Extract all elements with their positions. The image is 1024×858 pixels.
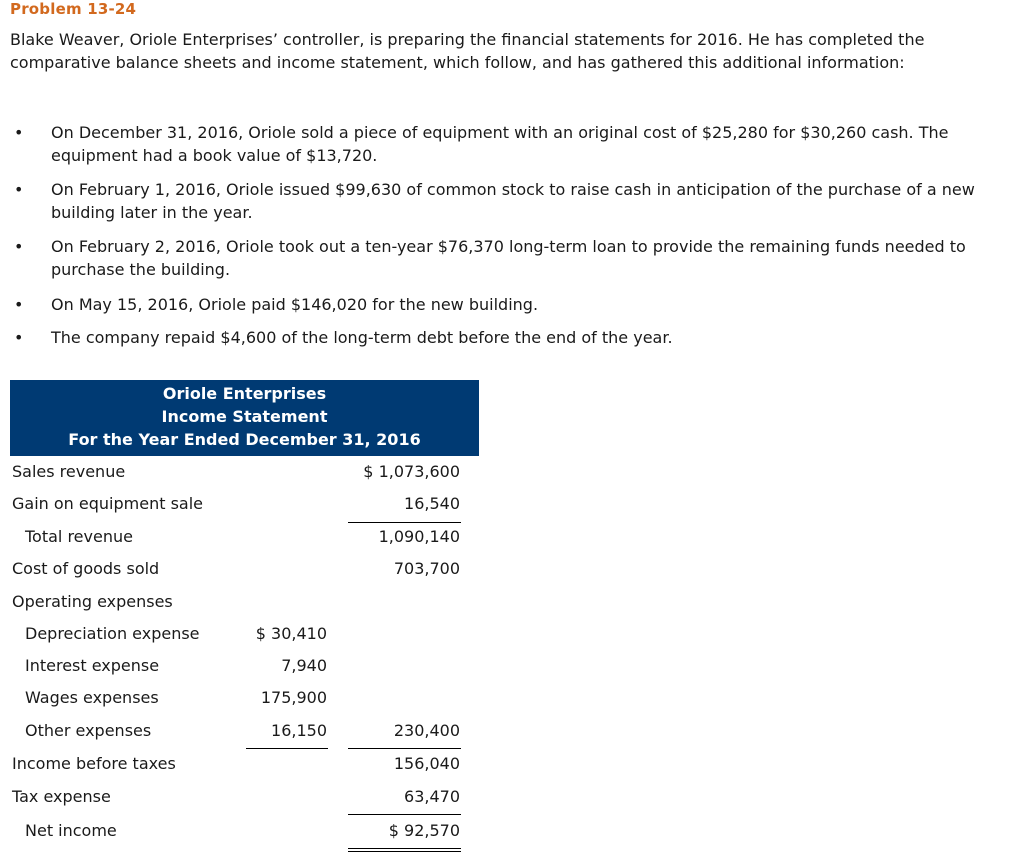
subtotal-rule (348, 748, 461, 749)
row-label: Total revenue (25, 527, 133, 546)
bullet-text: On May 15, 2016, Oriole paid $146,020 for the new building. (51, 295, 539, 314)
row-value: 16,150 (271, 721, 327, 740)
row-label: Tax expense (12, 787, 111, 806)
bullet-text: On February 1, 2016, Oriole issued $99,630 of common stock to raise cash in anticipation of the purchase of a new building later in the year. (51, 180, 975, 222)
table-row (0, 591, 1024, 615)
row-label: Income before taxes (12, 754, 176, 773)
row-label: Gain on equipment sale (12, 494, 203, 513)
row-value: 16,540 (404, 494, 460, 513)
row-label: Depreciation expense (25, 624, 200, 643)
company-name: Oriole Enterprises (162, 384, 327, 403)
table-row (0, 526, 1024, 550)
total-double-rule (348, 851, 461, 852)
row-value: 7,940 (281, 656, 327, 675)
table-row (0, 720, 1024, 744)
row-value: 230,400 (393, 721, 460, 740)
bullet-icon: • (14, 328, 24, 347)
row-label: Wages expenses (25, 688, 159, 707)
row-value: 63,470 (404, 787, 460, 806)
table-row (0, 623, 1024, 647)
problem-title: Problem 13-24 (10, 0, 137, 18)
row-label: Operating expenses (12, 592, 173, 611)
row-label: Other expenses (25, 721, 152, 740)
table-row (0, 753, 1024, 777)
row-value: 156,040 (393, 754, 460, 773)
total-double-rule (348, 848, 461, 849)
table-row (0, 461, 1024, 485)
row-label: Sales revenue (12, 462, 126, 481)
table-row (0, 493, 1024, 517)
table-row (0, 687, 1024, 711)
table-row (0, 786, 1024, 810)
row-value: 703,700 (393, 559, 460, 578)
row-value: $ 1,073,600 (363, 462, 460, 481)
bullet-icon: • (14, 237, 24, 256)
subtotal-rule (348, 814, 461, 815)
statement-name: Income Statement (161, 407, 328, 426)
bullet-text: The company repaid $4,600 of the long-term debt before the end of the year. (51, 328, 673, 347)
table-row (0, 558, 1024, 582)
row-value: 175,900 (260, 688, 327, 707)
bullet-text: On December 31, 2016, Oriole sold a piece of equipment with an original cost of $25,280 for $30,260 cash. The equipment had a book value of $13,720. (51, 123, 949, 165)
intro-paragraph: Blake Weaver, Oriole Enterprises’ controller, is preparing the financial statements for 2016. He has completed the comparative balance sheets and income statement, which follow, and has gathered this additional information: (10, 30, 925, 72)
bullet-text: On February 2, 2016, Oriole took out a ten-year $76,370 long-term loan to provide the remaining funds needed to purchase the building. (51, 237, 966, 279)
table-row (0, 820, 1024, 844)
table-row (0, 655, 1024, 679)
bullet-icon: • (14, 295, 24, 314)
statement-period: For the Year Ended December 31, 2016 (68, 430, 421, 449)
statement-header (10, 380, 479, 456)
subtotal-rule (246, 748, 328, 749)
row-label: Interest expense (25, 656, 160, 675)
row-label: Net income (25, 821, 117, 840)
row-value: $ 30,410 (255, 624, 327, 643)
bullet-icon: • (14, 180, 24, 199)
subtotal-rule (348, 522, 461, 523)
row-value: 1,090,140 (378, 527, 460, 546)
bullet-icon: • (14, 123, 24, 142)
row-value: $ 92,570 (388, 821, 460, 840)
row-label: Cost of goods sold (12, 559, 160, 578)
